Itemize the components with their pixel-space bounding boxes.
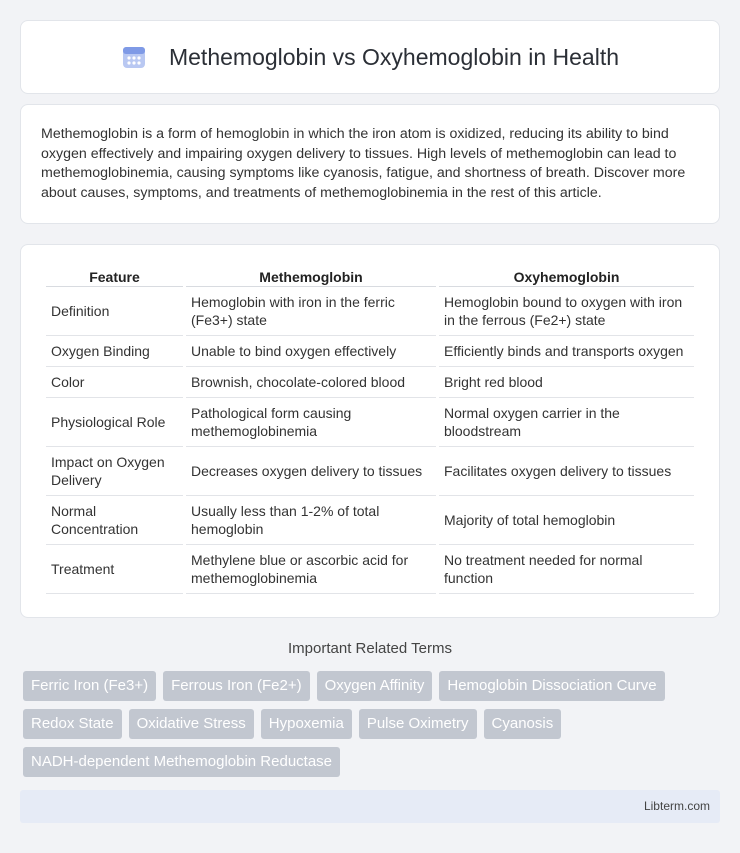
title-card — [20, 20, 720, 94]
table-cell: Unable to bind oxygen effectively — [186, 336, 436, 367]
table-cell: Oxygen Binding — [46, 336, 183, 367]
related-term-tag[interactable]: Ferric Iron (Fe3+) — [23, 671, 156, 701]
comparison-table — [43, 265, 697, 594]
comparison-card — [20, 244, 720, 618]
intro-card — [20, 104, 720, 224]
table-row — [46, 398, 694, 447]
intro-text: Methemoglobin is a form of hemoglobin in which the iron atom is oxidized, reducing its ability to bind oxygen effectively and impairing oxygen delivery to tissues. High levels of methemoglobin can lead to methemoglobinemia, causing symptoms like cyanosis, fatigue, and shortness of breath. Discover more about causes, symptoms, and treatments of methemoglobinemia in the rest of this article. — [41, 126, 686, 201]
column-header-methemoglobin: Methemoglobin — [186, 265, 436, 287]
related-terms-list — [23, 671, 713, 777]
related-term-tag[interactable]: Oxygen Affinity — [317, 671, 433, 701]
table-row — [46, 367, 694, 398]
table-cell: No treatment needed for normal function — [439, 545, 694, 594]
table-cell: Efficiently binds and transports oxygen — [439, 336, 694, 367]
table-cell: Methylene blue or ascorbic acid for methemoglobinemia — [186, 545, 436, 594]
table-row — [46, 336, 694, 367]
related-term-tag[interactable]: Ferrous Iron (Fe2+) — [163, 671, 309, 701]
related-term-tag[interactable]: Oxidative Stress — [129, 709, 254, 739]
table-cell: Pathological form causing methemoglobinemia — [186, 398, 436, 447]
table-cell: Decreases oxygen delivery to tissues — [186, 447, 436, 496]
table-cell: Hemoglobin with iron in the ferric (Fe3+) state — [186, 287, 436, 336]
related-term-tag[interactable]: Hemoglobin Dissociation Curve — [439, 671, 664, 701]
table-cell: Impact on Oxygen Delivery — [46, 447, 183, 496]
table-cell: Bright red blood — [439, 367, 694, 398]
table-cell: Definition — [46, 287, 183, 336]
footer-brand-link[interactable]: Libterm.com — [643, 799, 710, 813]
related-term-tag[interactable]: Cyanosis — [484, 709, 562, 739]
table-cell: Physiological Role — [46, 398, 183, 447]
related-term-tag[interactable]: NADH-dependent Methemoglobin Reductase — [23, 747, 340, 777]
table-row — [46, 496, 694, 545]
related-term-tag[interactable]: Redox State — [23, 709, 122, 739]
column-header-feature: Feature — [46, 265, 183, 287]
table-header-row — [46, 265, 694, 287]
page-title: Methemoglobin vs Oxyhemoglobin in Health — [168, 43, 620, 70]
table-cell: Facilitates oxygen delivery to tissues — [439, 447, 694, 496]
related-term-tag[interactable]: Hypoxemia — [261, 709, 352, 739]
table-cell: Treatment — [46, 545, 183, 594]
table-row — [46, 545, 694, 594]
table-cell: Color — [46, 367, 183, 398]
calendar-icon — [121, 44, 147, 70]
table-cell: Normal oxygen carrier in the bloodstream — [439, 398, 694, 447]
table-cell: Hemoglobin bound to oxygen with iron in the ferrous (Fe2+) state — [439, 287, 694, 336]
table-cell: Usually less than 1-2% of total hemoglobin — [186, 496, 436, 545]
table-cell: Brownish, chocolate-colored blood — [186, 367, 436, 398]
table-cell: Normal Concentration — [46, 496, 183, 545]
column-header-oxyhemoglobin: Oxyhemoglobin — [439, 265, 694, 287]
table-row — [46, 287, 694, 336]
table-cell: Majority of total hemoglobin — [439, 496, 694, 545]
table-row — [46, 447, 694, 496]
footer — [20, 790, 720, 823]
related-term-tag[interactable]: Pulse Oximetry — [359, 709, 477, 739]
related-terms-title: Important Related Terms — [288, 640, 452, 657]
